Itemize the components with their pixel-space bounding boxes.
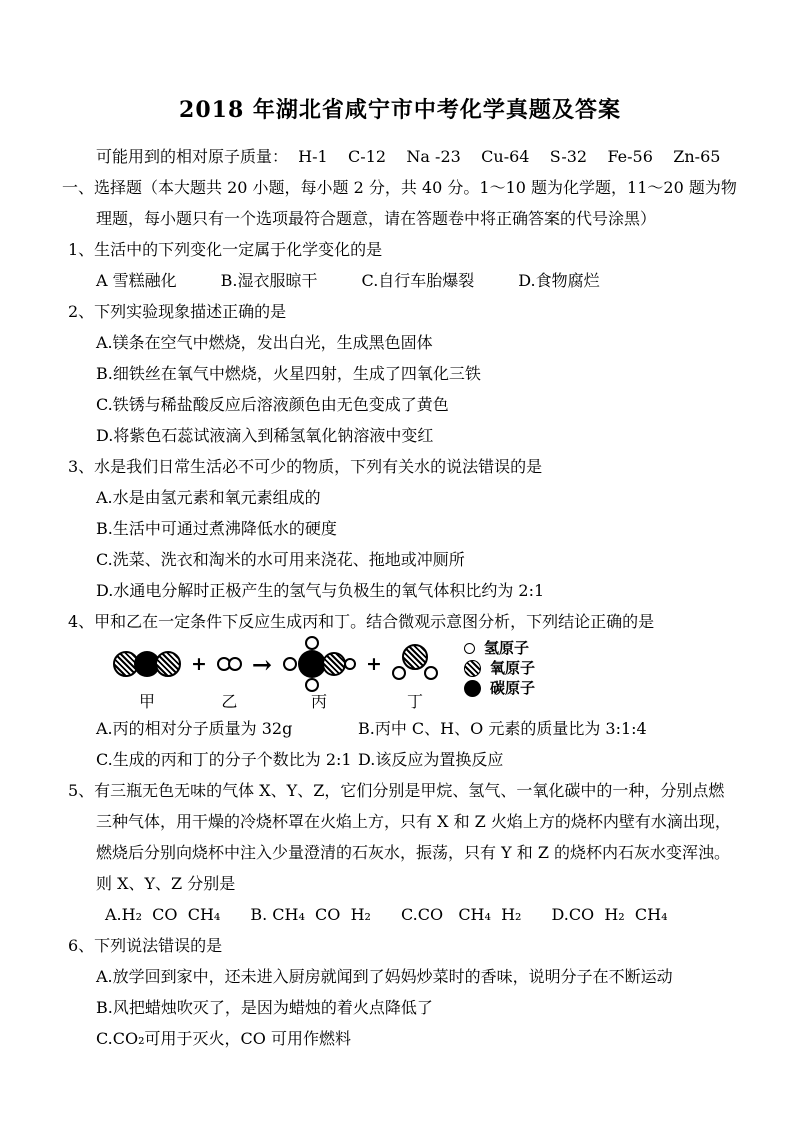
option-c: C.CO₂可用于灭火，CO 可用作燃料 [96, 1029, 351, 1048]
hydrogen-atom-icon [283, 657, 297, 671]
question-5-stem: 5、有三瓶无色无味的气体 X、Y、Z，它们分别是甲烷、氢气、一氧化碳中的一种，分别点燃三种气体，用干燥的冷烧杯罩在火焰上方，只有 X 和 Z 火焰上方的烧杯内壁有水滴出现，燃烧后分别向烧杯中注入少量澄清的石灰水，振荡，只有 Y 和 Z 的烧杯内石灰水变浑浊。则 X、Y、Z 分别是 [68, 781, 731, 893]
hydrogen-atom-icon [392, 666, 406, 680]
molecule-yi [217, 637, 242, 713]
option-b: B. CH₄ CO H₂ [250, 905, 371, 924]
question-6-stem: 6、下列说法错误的是 [68, 936, 223, 955]
option-d: D.将紫色石蕊试液滴入到稀氢氧化钠溶液中变红 [96, 426, 434, 445]
option-a: A 雪糕融化 [96, 271, 177, 290]
molecule-jia-label: 甲 [138, 692, 155, 711]
option-b: B.细铁丝在氧气中燃烧，火星四射，生成了四氧化三铁 [96, 364, 481, 383]
option-b: B.风把蜡烛吹灭了，是因为蜡烛的着火点降低了 [96, 998, 433, 1017]
question-3 [68, 451, 738, 606]
legend-label: 氧原子 [489, 659, 535, 677]
diagram-legend [464, 639, 535, 697]
reaction-arrow-icon: → [251, 649, 273, 679]
option-b: B.丙中 C、H、O 元素的质量比为 3:1:4 [358, 719, 647, 738]
question-1-stem: 1、生活中的下列变化一定属于化学变化的是 [68, 240, 383, 259]
question-5 [68, 775, 738, 930]
legend-label: 碳原子 [489, 679, 535, 697]
legend-row-hydrogen [464, 639, 535, 657]
option-a: A.丙的相对分子质量为 32g [96, 719, 293, 738]
oxygen-atom-icon [322, 652, 346, 676]
section-heading: 一、选择题（本大题共 20 小题，每小题 2 分，共 40 分。1～10 题为化学题，11～20 题为物理题，每小题只有一个选项最符合题意，请在答题卷中将正确答案的代号涂黑） [62, 178, 737, 228]
oxygen-atom-icon [402, 644, 428, 670]
hydrogen-atom-icon [305, 636, 319, 650]
reaction-diagram [68, 637, 738, 713]
option-d: D.食物腐烂 [518, 271, 600, 290]
hydrogen-atom-icon [305, 678, 319, 692]
hydrogen-atom-icon [464, 643, 475, 654]
molecule-ding [392, 637, 438, 713]
question-2 [68, 296, 738, 451]
option-a: A.水是由氢元素和氧元素组成的 [96, 488, 321, 507]
plus-sign: + [191, 652, 207, 675]
option-d: D.CO H₂ CH₄ [551, 905, 668, 924]
option-b: B.生活中可通过煮沸降低水的硬度 [96, 519, 337, 538]
molecule-bing-label: 丙 [311, 692, 328, 711]
question-4-options [68, 713, 738, 775]
question-5-options [68, 899, 738, 930]
hydrogen-atom-icon [344, 658, 356, 670]
question-1-options [68, 265, 738, 296]
legend-row-carbon [464, 679, 535, 697]
option-c: C.生成的丙和丁的分子个数比为 2:1 [96, 750, 352, 769]
question-4 [68, 606, 738, 775]
option-d: D.该反应为置换反应 [358, 750, 504, 769]
question-6 [68, 930, 738, 1054]
option-a: A.H₂ CO CH₄ [105, 905, 221, 924]
option-b: B.湿衣服晾干 [220, 271, 318, 290]
option-a: A.放学回到家中，还未进入厨房就闻到了妈妈炒菜时的香味，说明分子在不断运动 [96, 967, 673, 986]
option-c: C.洗菜、洗衣和淘米的水可用来浇花、拖地或冲厕所 [96, 550, 465, 569]
molecule-jia [113, 637, 181, 713]
option-c: C.铁锈与稀盐酸反应后溶液颜色由无色变成了黄色 [96, 395, 449, 414]
option-c: C.自行车胎爆裂 [361, 271, 475, 290]
question-2-stem: 2、下列实验现象描述正确的是 [68, 302, 287, 321]
legend-row-oxygen [464, 659, 535, 677]
molecule-yi-label: 乙 [221, 692, 238, 711]
legend-label: 氢原子 [483, 639, 529, 657]
molecule-bing [282, 637, 356, 713]
question-4-stem: 4、甲和乙在一定条件下反应生成丙和丁。结合微观示意图分析，下列结论正确的是 [68, 612, 655, 631]
hydrogen-atom-icon [228, 657, 242, 671]
option-a: A.镁条在空气中燃烧，发出白光，生成黑色固体 [96, 333, 433, 352]
question-3-stem: 3、水是我们日常生活必不可少的物质，下列有关水的说法错误的是 [68, 457, 543, 476]
option-c: C.CO CH₄ H₂ [400, 905, 522, 924]
page-title: 2018 年湖北省咸宁市中考化学真题及答案 [179, 97, 621, 123]
hydrogen-atom-icon [424, 666, 438, 680]
molecule-ding-label: 丁 [406, 692, 423, 711]
plus-sign: + [366, 652, 382, 675]
oxygen-atom-icon [155, 651, 181, 677]
oxygen-atom-icon [464, 660, 481, 677]
carbon-atom-icon [464, 680, 481, 697]
atomic-mass-line: 可能用到的相对原子质量： H-1 C-12 Na -23 Cu-64 S-32 Fe-56 Zn-65 [96, 147, 721, 166]
option-d: D.水通电分解时正极产生的氢气与负极生的氧气体积比约为 2:1 [96, 581, 545, 600]
question-1 [68, 234, 738, 296]
